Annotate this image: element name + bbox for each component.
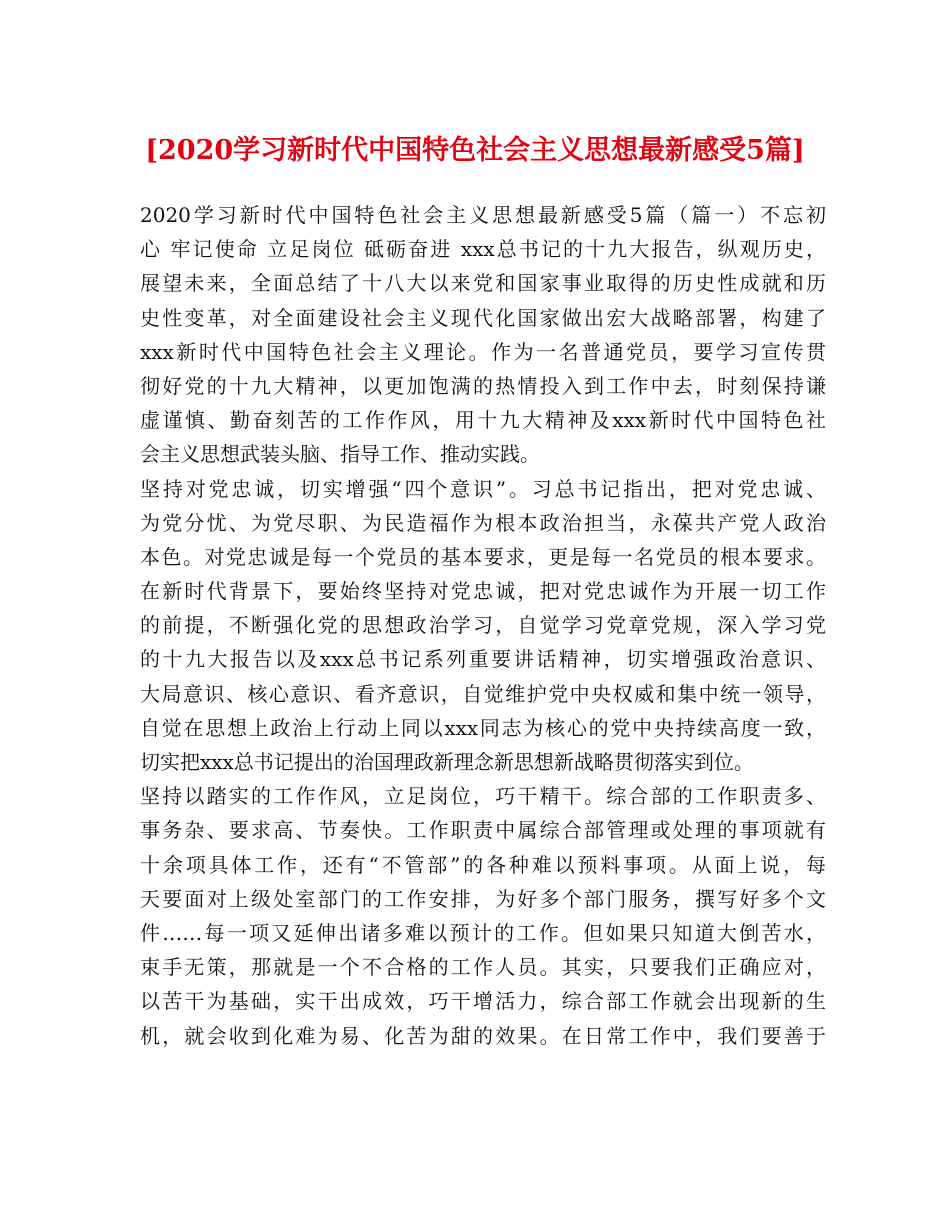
document-body bbox=[140, 198, 826, 1053]
body-line: 虚谨慎、勤奋刻苦的工作作风，用十九大精神及xxx新时代中国特色社 bbox=[140, 408, 826, 433]
body-line: 彻好党的十九大精神，以更加饱满的热情投入到工作中去，时刻保持谦 bbox=[140, 373, 826, 398]
document-title: [2020学习新时代中国特色社会主义思想最新感受5篇] bbox=[145, 135, 805, 166]
body-line: 史性变革，对全面建设社会主义现代化国家做出宏大战略部署，构建了 bbox=[140, 305, 826, 330]
body-line: 心 牢记使命 立足岗位 砥砺奋进 xxx总书记的十九大报告，纵观历史， bbox=[140, 237, 826, 262]
body-line: 大局意识、核心意识、看齐意识，自觉维护党中央权威和集中统一领导， bbox=[140, 681, 826, 706]
body-line: xxx新时代中国特色社会主义理论。作为一名普通党员，要学习宣传贯 bbox=[140, 339, 826, 364]
body-line: 会主义思想武装头脑、指导工作、推动实践。 bbox=[140, 442, 540, 467]
body-line: 机，就会收到化难为易、化苦为甜的效果。在日常工作中，我们要善于 bbox=[140, 1023, 826, 1048]
body-line: 件……每一项又延伸出诸多难以预计的工作。但如果只知道大倒苦水， bbox=[140, 920, 826, 945]
body-line: 十余项具体工作，还有“不管部”的各种难以预料事项。从面上说，每 bbox=[140, 852, 826, 877]
body-line: 天要面对上级处室部门的工作安排，为好多个部门服务，撰写好多个文 bbox=[140, 886, 826, 911]
body-line: 事务杂、要求高、节奏快。工作职责中属综合部管理或处理的事项就有 bbox=[140, 818, 826, 843]
body-line: 束手无策，那就是一个不合格的工作人员。其实，只要我们正确应对， bbox=[140, 955, 826, 980]
body-line: 以苦干为基础，实干出成效，巧干增活力，综合部工作就会出现新的生 bbox=[140, 989, 826, 1014]
body-line: 坚持对党忠诚，切实增强“四个意识”。习总书记指出，把对党忠诚、 bbox=[140, 476, 826, 501]
body-line: 本色。对党忠诚是每一个党员的基本要求，更是每一名党员的根本要求。 bbox=[140, 544, 826, 569]
body-line: 展望未来，全面总结了十八大以来党和国家事业取得的历史性成就和历 bbox=[140, 271, 826, 296]
body-line: 坚持以踏实的工作作风，立足岗位，巧干精干。综合部的工作职责多、 bbox=[140, 784, 826, 809]
body-line: 2020学习新时代中国特色社会主义思想最新感受5篇（篇一）不忘初 bbox=[140, 203, 826, 227]
body-line: 为党分忧、为党尽职、为民造福作为根本政治担当，永葆共产党人政治 bbox=[140, 510, 826, 535]
body-line: 的前提，不断强化党的思想政治学习，自觉学习党章党规，深入学习党 bbox=[140, 613, 826, 638]
body-line: 切实把xxx总书记提出的治国理政新理念新思想新战略贯彻落实到位。 bbox=[140, 750, 754, 774]
body-line: 在新时代背景下，要始终坚持对党忠诚，把对党忠诚作为开展一切工作 bbox=[140, 579, 826, 604]
body-line: 的十九大报告以及xxx总书记系列重要讲话精神，切实增强政治意识、 bbox=[140, 647, 826, 672]
body-line: 自觉在思想上政治上行动上同以xxx同志为核心的党中央持续高度一致， bbox=[140, 715, 826, 740]
